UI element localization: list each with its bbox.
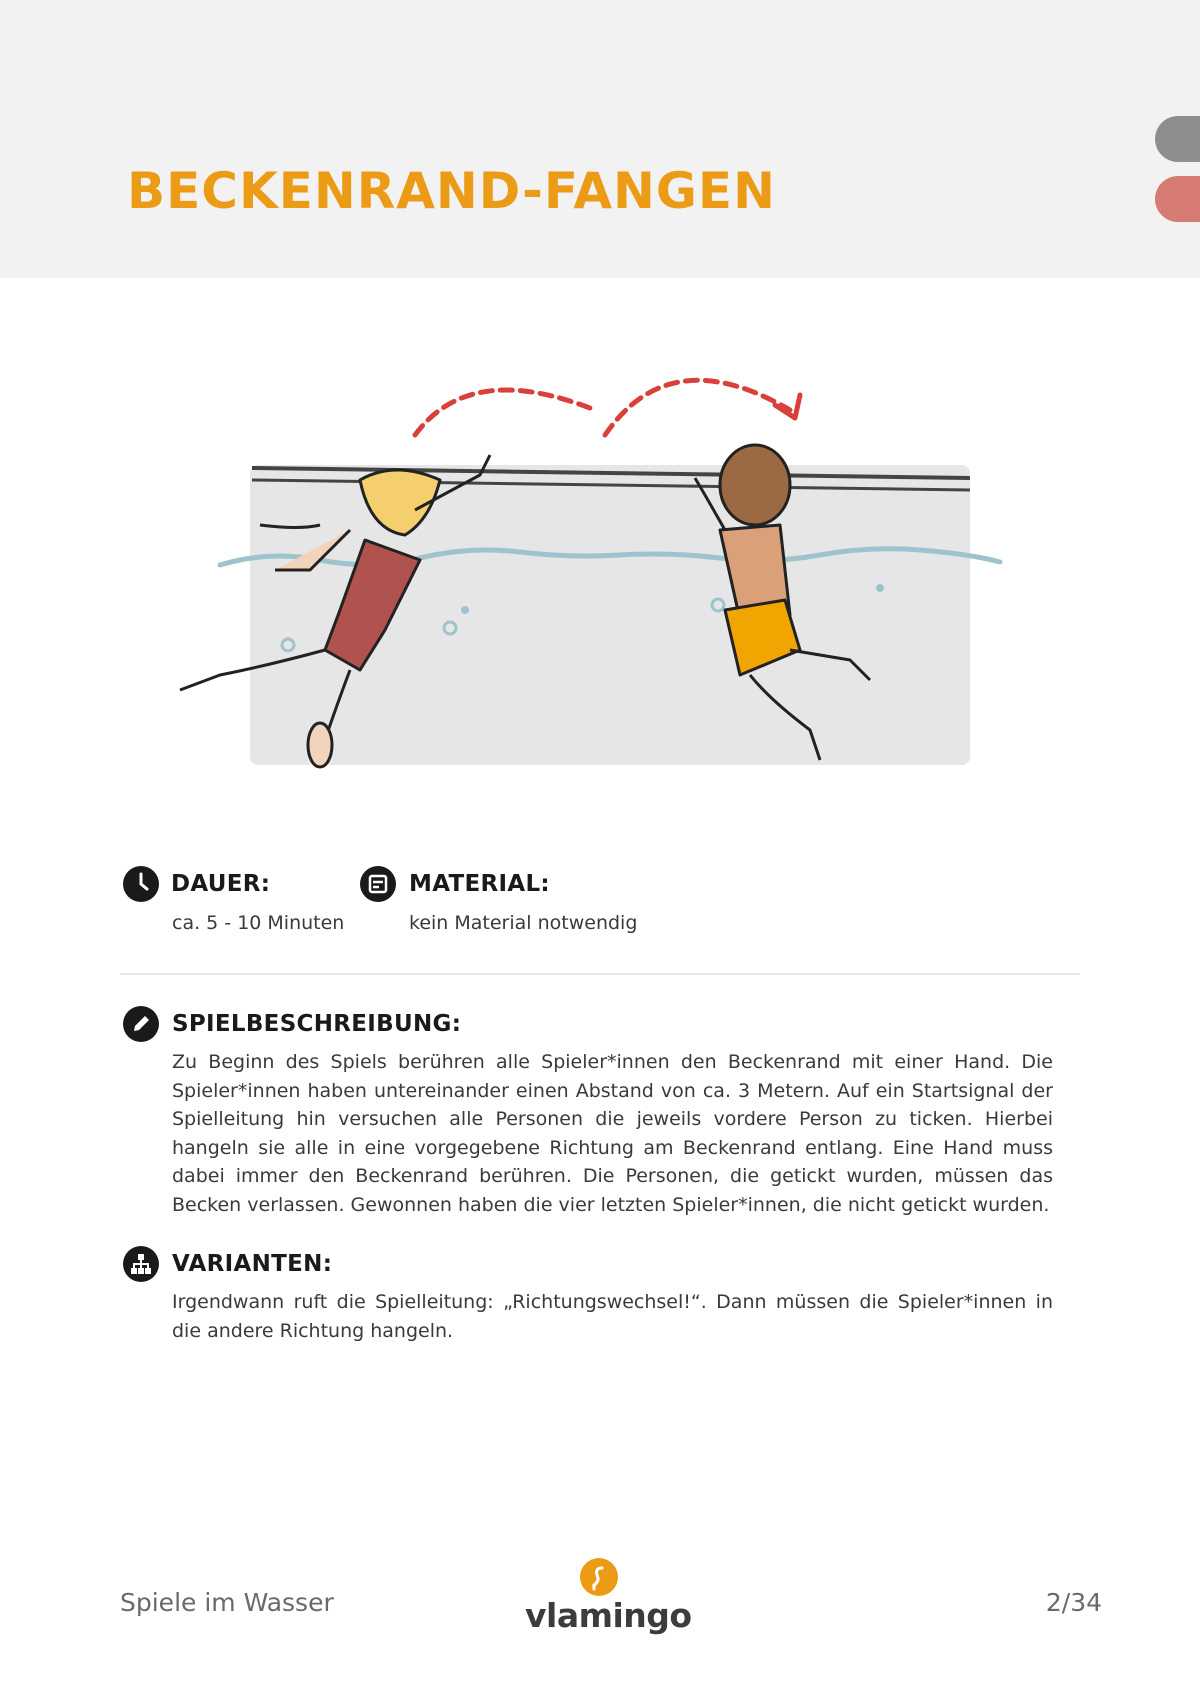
- material-value: kein Material notwendig: [409, 912, 638, 934]
- flamingo-logo-icon: [580, 1558, 618, 1596]
- pencil-icon: [123, 1006, 159, 1042]
- jump-arrow-1: [415, 390, 595, 435]
- page-header: [0, 0, 1200, 278]
- variants-icon: [123, 1246, 159, 1282]
- jump-arrow-2: [605, 380, 790, 435]
- side-tab-red[interactable]: [1155, 176, 1200, 222]
- material-label: MATERIAL:: [409, 871, 550, 897]
- page-number: 2/34: [1045, 1588, 1102, 1617]
- footer-section-title: Spiele im Wasser: [120, 1588, 334, 1617]
- varianten-label: VARIANTEN:: [172, 1251, 333, 1277]
- side-tab-gray[interactable]: [1155, 116, 1200, 162]
- varianten-text: Irgendwann ruft die Spielleitung: „Richtungswechsel!“. Dann müssen die Spieler*innen in die andere Richtung hangeln.: [172, 1291, 1053, 1342]
- spielbeschreibung-label: SPIELBESCHREIBUNG:: [172, 1011, 462, 1037]
- spielbeschreibung-text: Zu Beginn des Spiels berühren alle Spieler*innen den Beckenrand mit einer Hand. Die Spieler*innen haben untereinander einen Abstand von ca. 3 Metern. Auf ein Startsignal der Spielleitung hin versuchen alle Personen die jeweils vordere Person zu ticken. Hierbei hangeln sie alle in eine vorgegebene Richtung am Beckenrand entlang. Eine Hand muss dabei immer den Beckenrand berühren. Die Personen, die getickt wurden, müssen das Becken verlassen. Gewonnen haben die vier letzten Spieler*innen, die nicht getickt wurden.: [172, 1051, 1053, 1216]
- illustration: [150, 330, 1050, 920]
- bubble: [876, 584, 884, 592]
- footer-logo: vlamingo: [525, 1596, 692, 1635]
- page-title: BECKENRAND-FANGEN: [127, 162, 776, 220]
- pool-illustration: [150, 330, 1050, 920]
- dauer-label: DAUER:: [171, 871, 271, 897]
- material-icon: [360, 866, 396, 902]
- dauer-value: ca. 5 - 10 Minuten: [172, 912, 345, 934]
- divider: [120, 973, 1080, 975]
- clock-icon: [123, 866, 159, 902]
- bubble: [461, 606, 469, 614]
